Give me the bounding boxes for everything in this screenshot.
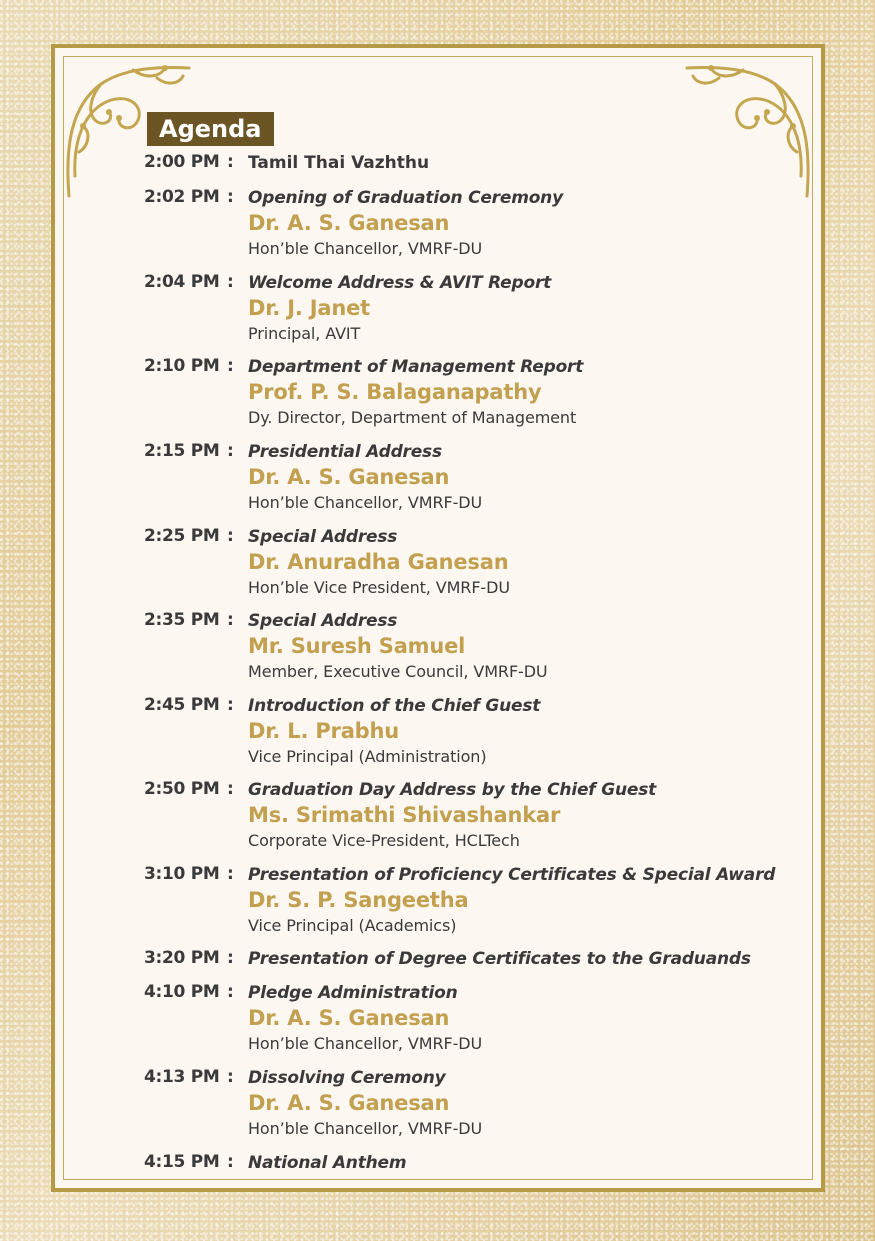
speaker-role: Hon’ble Chancellor, VMRF-DU (248, 493, 483, 512)
agenda-title: Special Address (248, 611, 398, 631)
speaker-role: Member, Executive Council, VMRF-DU (248, 662, 548, 681)
agenda-time: 3:20 PM (144, 948, 220, 968)
agenda-time: 2:50 PM (144, 779, 220, 799)
agenda-title: Tamil Thai Vazhthu (248, 153, 430, 173)
agenda-card (51, 44, 825, 1192)
agenda-time: 2:45 PM (144, 695, 220, 715)
agenda-time: 2:25 PM (144, 526, 220, 546)
agenda-time: 4:13 PM (144, 1067, 220, 1087)
agenda-time: 2:15 PM (144, 441, 220, 461)
separator: : (227, 1067, 234, 1087)
agenda-time: 3:10 PM (144, 864, 220, 884)
speaker-role: Vice Principal (Academics) (248, 916, 457, 935)
agenda-title: Introduction of the Chief Guest (248, 696, 541, 716)
agenda-time: 2:04 PM (144, 272, 220, 292)
separator: : (227, 695, 234, 715)
speaker-name: Mr. Suresh Samuel (248, 634, 466, 658)
agenda-title: Graduation Day Address by the Chief Guest (248, 780, 657, 800)
speaker-role: Hon’ble Vice President, VMRF-DU (248, 578, 510, 597)
speaker-name: Dr. A. S. Ganesan (248, 465, 450, 489)
speaker-name: Prof. P. S. Balaganapathy (248, 380, 542, 404)
separator: : (227, 1152, 234, 1172)
agenda-title: Opening of Graduation Ceremony (248, 188, 563, 208)
agenda-title: Pledge Administration (248, 983, 458, 1003)
separator: : (227, 864, 234, 884)
speaker-name: Dr. A. S. Ganesan (248, 211, 450, 235)
separator: : (227, 982, 234, 1002)
agenda-title: Welcome Address & AVIT Report (248, 273, 552, 293)
separator: : (227, 356, 234, 376)
speaker-name: Dr. L. Prabhu (248, 719, 400, 743)
agenda-title: National Anthem (248, 1153, 407, 1173)
speaker-name: Dr. S. P. Sangeetha (248, 888, 469, 912)
speaker-name: Dr. A. S. Ganesan (248, 1006, 450, 1030)
speaker-name: Ms. Srimathi Shivashankar (248, 803, 561, 827)
separator: : (227, 610, 234, 630)
speaker-role: Hon’ble Chancellor, VMRF-DU (248, 1119, 483, 1138)
separator: : (227, 779, 234, 799)
speaker-role: Hon’ble Chancellor, VMRF-DU (248, 1034, 483, 1053)
separator: : (227, 152, 234, 172)
agenda-time: 4:15 PM (144, 1152, 220, 1172)
speaker-name: Dr. J. Janet (248, 296, 371, 320)
page-title: Agenda (147, 112, 274, 146)
agenda-time: 2:00 PM (144, 152, 220, 172)
agenda-title: Presentation of Degree Certificates to the Graduands (248, 949, 751, 969)
agenda-title: Presentation of Proficiency Certificates & Special Award (248, 865, 776, 885)
speaker-role: Corporate Vice-President, HCLTech (248, 831, 520, 850)
agenda-time: 2:10 PM (144, 356, 220, 376)
separator: : (227, 948, 234, 968)
separator: : (227, 441, 234, 461)
speaker-role: Principal, AVIT (248, 324, 361, 343)
agenda-time: 2:02 PM (144, 187, 220, 207)
agenda-title: Presidential Address (248, 442, 442, 462)
agenda-title: Dissolving Ceremony (248, 1068, 446, 1088)
agenda-time: 4:10 PM (144, 982, 220, 1002)
speaker-role: Hon’ble Chancellor, VMRF-DU (248, 239, 483, 258)
speaker-role: Vice Principal (Administration) (248, 747, 487, 766)
agenda-title: Department of Management Report (248, 357, 584, 377)
agenda-title: Special Address (248, 527, 398, 547)
speaker-role: Dy. Director, Department of Management (248, 408, 577, 427)
ornament-flourish-icon (675, 56, 815, 206)
separator: : (227, 272, 234, 292)
speaker-name: Dr. Anuradha Ganesan (248, 550, 509, 574)
separator: : (227, 187, 234, 207)
agenda-time: 2:35 PM (144, 610, 220, 630)
separator: : (227, 526, 234, 546)
speaker-name: Dr. A. S. Ganesan (248, 1091, 450, 1115)
